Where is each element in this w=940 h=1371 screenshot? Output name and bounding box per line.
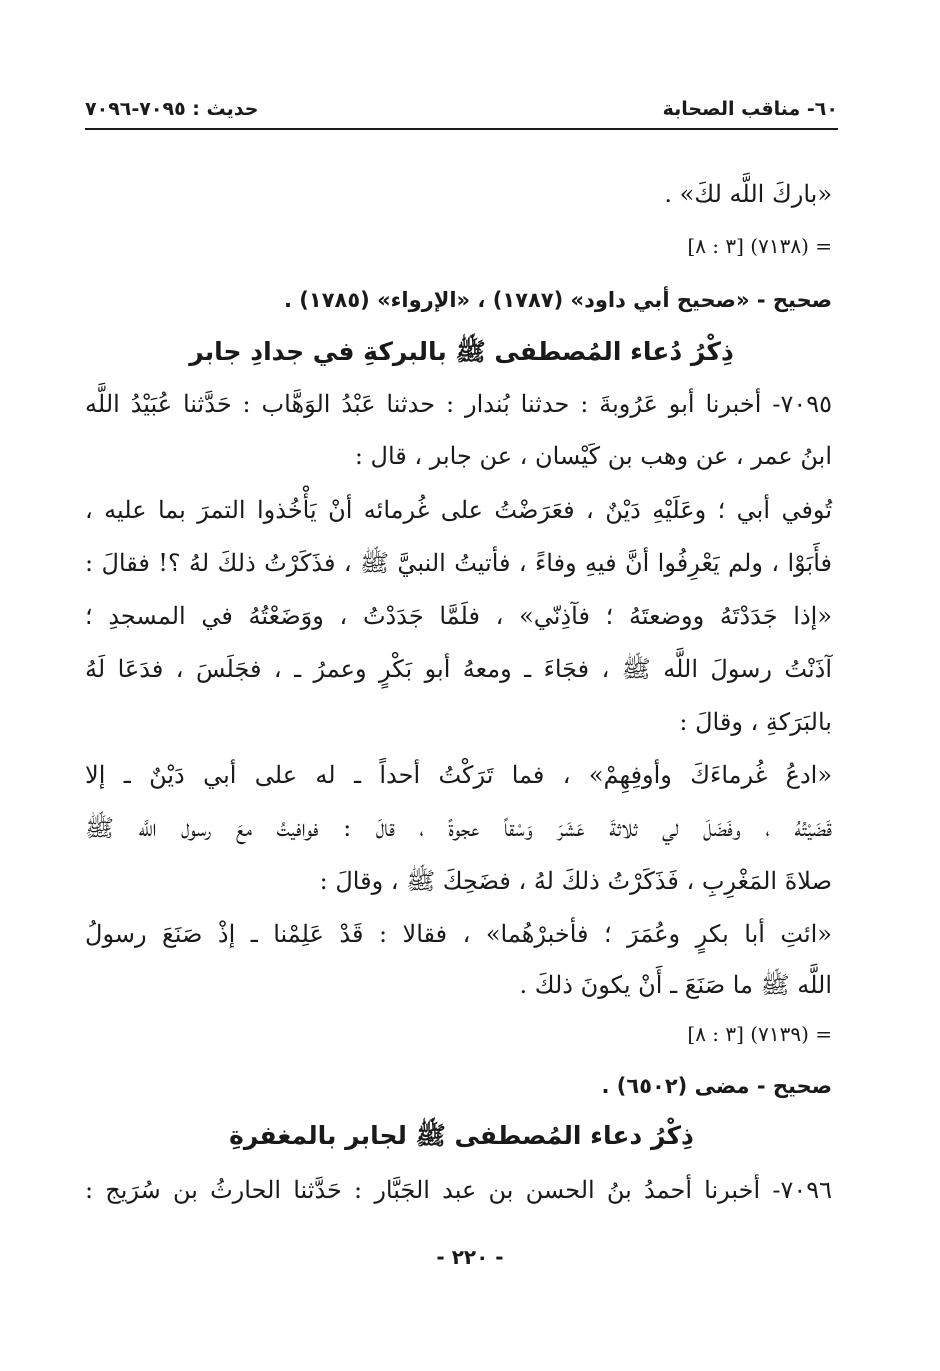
grading-note: صحيح - «صحيح أبي داود» (١٧٨٧) ، «الإرواء» (١٧٨٥) . <box>283 288 832 312</box>
header-rule <box>85 128 838 130</box>
text-line: «باركَ اللَّه لكَ» . <box>664 180 832 208</box>
matn-line: «ادعُ غُرماءَكَ وأوفِهِمْ» ، فما تَرَكْتُ أحداً ـ له على أبي دَيْنٌ ـ إلا <box>85 761 833 789</box>
matn-line: «إذا جَدَدْتَهُ ووضعتَهُ ؛ فآذِنّي» ، فلَمَّا جَدَدْتُ ، ووَضَعْتُهُ في المسجدِ ؛ <box>85 602 832 630</box>
matn-line: فأَبَوْا ، ولم يَعْرِفُوا أنَّ فيهِ وفاءً ، فأتيتُ النبيَّ ﷺ ، فذَكَرْتُ ذلكَ لهُ ؟! فقالَ : <box>85 549 832 577</box>
matn-line: «ائتِ أبا بكرٍ وعُمَرَ ؛ فأخبرْهُما» ، فقالا : قَدْ عَلِمْنا ـ إذْ صَنَعَ رسولُ <box>85 920 832 948</box>
matn-line: قَضَيْتُهُ ، وفَضَلَ لي ثلاثةَ عَشَرَ وَسْقاً عجوةً ، قالَ : فوافيتُ معَ رسول اللَّه ﷺ <box>85 814 833 842</box>
section-heading: ذِكْرُ دعاء المُصطفى ﷺ لجابر بالمغفرةِ <box>229 1121 694 1150</box>
isnad-line: ٧٠٩٥- أخبرنا أبو عَرُوبةَ : حدثنا بُندار : حدثنا عَبْدُ الوَهَّاب : حَدَّثنا عُبَيْدُ اللَّه <box>85 390 832 418</box>
cross-reference: = (٧١٣٩) [٣ : ٨] <box>687 1022 832 1046</box>
page-number: - ٢٢٠ - <box>436 1245 504 1269</box>
running-header <box>85 92 838 126</box>
grading-note: صحيح - مضى (٦٥٠٢) . <box>601 1074 832 1098</box>
isnad-line: ٧٠٩٦- أخبرنا أحمدُ بنُ الحسن بن عبد الجَبَّار : حَدَّثنا الحارثُ بن سُرَيج : <box>85 1176 832 1204</box>
matn-line: اللَّه ﷺ ما صَنَعَ ـ أَنْ يكونَ ذلكَ . <box>519 971 832 999</box>
chapter-title: ٦٠- مناقب الصحابة <box>662 98 838 120</box>
cross-reference: = (٧١٣٨) [٣ : ٨] <box>687 234 832 258</box>
matn-line: بالبَرَكةِ ، وقالَ : <box>679 708 832 736</box>
matn-line: صلاةَ المَغْرِبِ ، فَذَكَرْتُ ذلكَ لهُ ، فضَحِكَ ﷺ ، وقالَ : <box>319 867 832 895</box>
section-heading: ذِكْرُ دُعاء المُصطفى ﷺ بالبركةِ في جدادِ جابر <box>189 337 734 366</box>
matn-line: آذَنْتُ رسولَ اللَّه ﷺ ، فجَاءَ ـ ومعهُ أبو بَكْرٍ وعمرُ ـ ، فجَلَسَ ، فدَعَا لَهُ <box>85 655 832 683</box>
matn-line: تُوفي أبي ؛ وعَلَيْهِ دَيْنٌ ، فعَرَضْتُ على غُرمائه أنْ يَأْخُذوا التمرَ بما عليه ، <box>85 496 832 524</box>
isnad-line: ابنُ عمر ، عن وهب بن كَيْسان ، عن جابر ، قال : <box>354 442 832 470</box>
hadith-range: حديث : ٧٠٩٥-٧٠٩٦ <box>85 98 259 120</box>
